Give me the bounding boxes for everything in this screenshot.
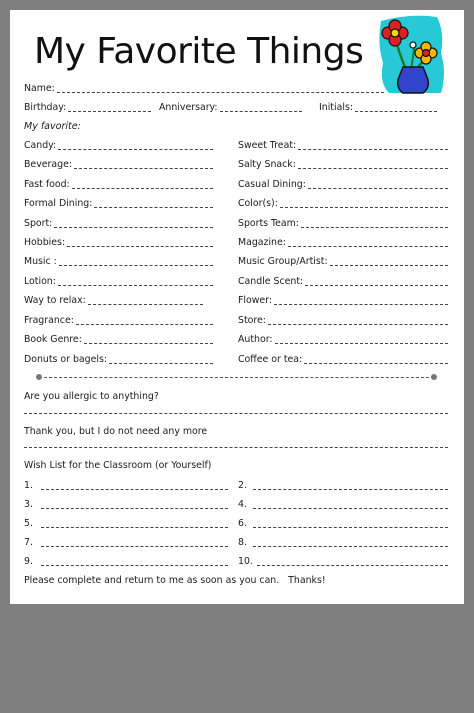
- favorite-field-right[interactable]: [238, 159, 448, 170]
- allergy-question: Are you allergic to anything?: [24, 391, 159, 402]
- answer-line[interactable]: [88, 304, 203, 305]
- favorite-field-left[interactable]: [24, 354, 213, 365]
- favorite-label: Sweet Treat:: [238, 140, 297, 151]
- name-field[interactable]: [24, 83, 384, 94]
- name-line[interactable]: [57, 92, 384, 93]
- wish-list-item[interactable]: [24, 556, 228, 567]
- answer-line[interactable]: [298, 168, 448, 169]
- no-need-question: Thank you, but I do not need any more: [24, 426, 208, 437]
- answer-line[interactable]: [280, 207, 448, 208]
- wish-list-item[interactable]: [24, 537, 228, 548]
- wish-list-item[interactable]: [24, 518, 228, 529]
- answer-line[interactable]: [94, 207, 213, 208]
- favorite-field-right[interactable]: [238, 198, 448, 209]
- wish-list-item[interactable]: [238, 499, 448, 510]
- initials-field[interactable]: [319, 102, 437, 113]
- favorite-label: Color(s):: [238, 198, 278, 209]
- answer-line[interactable]: [74, 168, 213, 169]
- answer-line[interactable]: [268, 324, 448, 325]
- wish-line[interactable]: [253, 489, 448, 490]
- no-need-answer-line[interactable]: [24, 447, 448, 448]
- favorite-label: Magazine:: [238, 237, 286, 248]
- favorites-heading: My favorite:: [24, 121, 81, 132]
- wish-number: 9.: [24, 556, 33, 567]
- favorite-label: Way to relax:: [24, 295, 86, 306]
- answer-line[interactable]: [288, 246, 448, 247]
- favorite-label: Store:: [238, 315, 266, 326]
- wish-list-item[interactable]: [238, 556, 448, 567]
- wish-number: 4.: [238, 499, 247, 510]
- favorite-label: Author:: [238, 334, 273, 345]
- birthday-field[interactable]: [24, 102, 151, 113]
- favorite-field-right[interactable]: [238, 237, 448, 248]
- favorite-label: Hobbies:: [24, 237, 66, 248]
- favorite-field-right[interactable]: [238, 140, 448, 151]
- answer-line[interactable]: [59, 265, 213, 266]
- wish-number: 5.: [24, 518, 33, 529]
- favorite-label: Music :: [24, 256, 57, 267]
- wish-line[interactable]: [41, 546, 228, 547]
- answer-line[interactable]: [67, 246, 213, 247]
- answer-line[interactable]: [84, 343, 213, 344]
- wish-line[interactable]: [257, 565, 448, 566]
- favorite-field-left[interactable]: [24, 256, 213, 267]
- wish-number: 6.: [238, 518, 247, 529]
- favorite-field-left[interactable]: [24, 218, 213, 229]
- answer-line[interactable]: [275, 343, 448, 344]
- favorite-field-right[interactable]: [238, 256, 448, 267]
- wish-number: 7.: [24, 537, 33, 548]
- favorite-field-right[interactable]: [238, 315, 448, 326]
- wish-list-item[interactable]: [24, 480, 228, 491]
- form-sheet: [10, 10, 464, 604]
- answer-line[interactable]: [304, 363, 448, 364]
- answer-line[interactable]: [305, 285, 448, 286]
- anniversary-label: Anniversary:: [159, 102, 218, 113]
- favorite-field-left[interactable]: [24, 159, 213, 170]
- wish-list-item[interactable]: [238, 480, 448, 491]
- answer-line[interactable]: [274, 304, 448, 305]
- wish-number: 10.: [238, 556, 253, 567]
- divider-dot-left: [36, 374, 42, 380]
- page-title: My Favorite Things: [34, 31, 364, 72]
- wish-line[interactable]: [253, 546, 448, 547]
- wish-list-item[interactable]: [238, 537, 448, 548]
- wish-line[interactable]: [41, 527, 228, 528]
- favorite-label: Casual Dining:: [238, 179, 306, 190]
- favorite-field-left[interactable]: [24, 295, 203, 306]
- name-label: Name:: [24, 83, 55, 94]
- favorite-field-right[interactable]: [238, 179, 448, 190]
- wish-list-item[interactable]: [238, 518, 448, 529]
- favorite-label: Lotion:: [24, 276, 56, 287]
- favorite-label: Sports Team:: [238, 218, 299, 229]
- favorite-field-right[interactable]: [238, 295, 448, 306]
- answer-line[interactable]: [76, 324, 213, 325]
- favorite-label: Fast food:: [24, 179, 70, 190]
- favorite-label: Donuts or bagels:: [24, 354, 108, 365]
- favorite-label: Beverage:: [24, 159, 72, 170]
- wish-list-heading: Wish List for the Classroom (or Yourself): [24, 460, 212, 471]
- birthday-line[interactable]: [68, 111, 151, 112]
- wish-list-item[interactable]: [24, 499, 228, 510]
- answer-line[interactable]: [54, 227, 213, 228]
- divider-dot-right: [431, 374, 437, 380]
- anniversary-line[interactable]: [220, 111, 302, 112]
- favorite-label: Formal Dining:: [24, 198, 93, 209]
- favorite-label: Book Genre:: [24, 334, 82, 345]
- favorite-label: Candle Scent:: [238, 276, 304, 287]
- favorite-field-left[interactable]: [24, 179, 213, 190]
- favorite-field-left[interactable]: [24, 198, 213, 209]
- favorite-field-right[interactable]: [238, 334, 448, 345]
- section-divider: [44, 377, 434, 378]
- answer-line[interactable]: [330, 265, 448, 266]
- initials-line[interactable]: [355, 111, 437, 112]
- favorite-label: Salty Snack:: [238, 159, 296, 170]
- anniversary-field[interactable]: [159, 102, 302, 113]
- initials-label: Initials:: [319, 102, 353, 113]
- favorite-field-left[interactable]: [24, 315, 213, 326]
- favorite-field-right[interactable]: [238, 218, 448, 229]
- answer-line[interactable]: [301, 227, 448, 228]
- wish-number: 2.: [238, 480, 247, 491]
- favorite-field-right[interactable]: [238, 276, 448, 287]
- answer-line[interactable]: [58, 149, 213, 150]
- wish-number: 8.: [238, 537, 247, 548]
- favorite-field-right[interactable]: [238, 354, 448, 365]
- wish-line[interactable]: [253, 527, 448, 528]
- favorite-label: Sport:: [24, 218, 53, 229]
- wish-line[interactable]: [253, 508, 448, 509]
- wish-line[interactable]: [41, 508, 228, 509]
- favorite-field-left[interactable]: [24, 237, 213, 248]
- answer-line[interactable]: [109, 363, 213, 364]
- favorite-field-left[interactable]: [24, 334, 213, 345]
- birthday-label: Birthday:: [24, 102, 67, 113]
- favorite-field-left[interactable]: [24, 140, 213, 151]
- flower-vase-clipart: [375, 13, 447, 97]
- wish-number: 1.: [24, 480, 33, 491]
- favorite-label: Flower:: [238, 295, 273, 306]
- answer-line[interactable]: [72, 188, 213, 189]
- favorite-label: Candy:: [24, 140, 57, 151]
- footer-note: Please complete and return to me as soon as you can. Thanks!: [24, 575, 326, 586]
- favorite-label: Coffee or tea:: [238, 354, 303, 365]
- answer-line[interactable]: [298, 149, 448, 150]
- wish-line[interactable]: [41, 489, 228, 490]
- wish-number: 3.: [24, 499, 33, 510]
- answer-line[interactable]: [58, 285, 213, 286]
- answer-line[interactable]: [308, 188, 448, 189]
- favorite-field-left[interactable]: [24, 276, 213, 287]
- wish-line[interactable]: [41, 565, 228, 566]
- favorite-label: Music Group/Artist:: [238, 256, 328, 267]
- favorite-label: Fragrance:: [24, 315, 74, 326]
- allergy-answer-line[interactable]: [24, 413, 448, 414]
